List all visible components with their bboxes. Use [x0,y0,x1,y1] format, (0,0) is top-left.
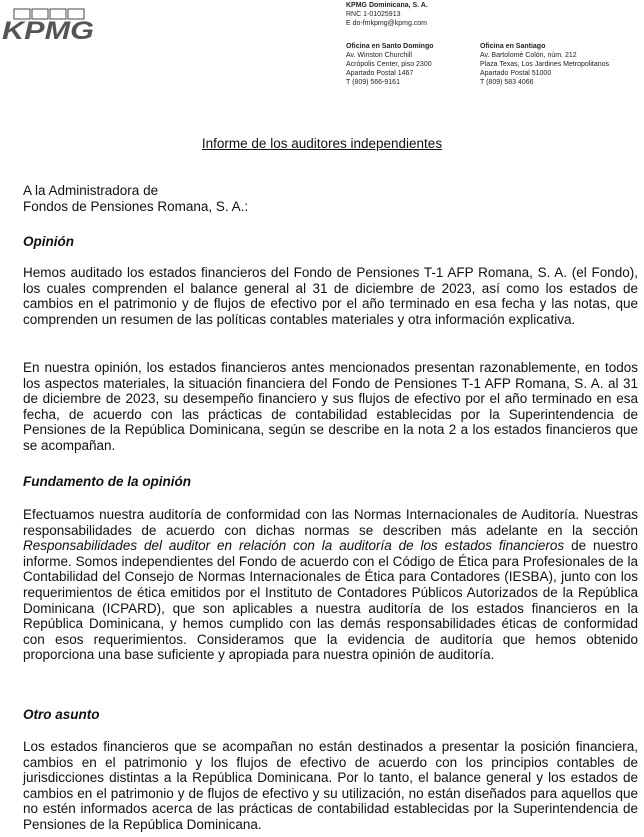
office-sd-line: Apartado Postal 1467 [346,70,414,77]
heading-fundamento: Fundamento de la opinión [23,474,191,489]
office-st-phone: T (809) 583 4066 [480,79,534,86]
addressee-line: A la Administradora de [23,183,159,198]
paragraph-otro-asunto: Los estados financieros que se acompañan no están destinados a presentar la posición financiera, cambios en el patrimonio y los flujos de efectivo de acuerdo con los principios contables de jurisdicciones distintas a la República Dominicana. Por lo tanto, el balance general y los estados de cambios en el patrimonio y de flujos de efectivo y su utilización, no están diseñados para aquellos que no estén informados acerca de las prácticas de contabilidad establecidas por la Superintendencia de Pensiones de la República Dominicana. [23,739,638,832]
kpmg-logo [0,8,98,42]
office-sd-line: Av. Winston Churchill [346,52,412,59]
addressee [23,183,638,214]
logo-text: KPMG [2,17,94,42]
company-name: KPMG Dominicana, S. A. [346,2,428,9]
paragraph-opinion-2: En nuestra opinión, los estados financieros antes mencionados presentan razonablemente, en todos los aspectos materiales, la situación financiera del Fondo de Pensiones T-1 AFP Romana, S. A. al 31 de diciembre de 2023, su desempeño financiero y sus flujos de efectivo por el año terminado en esa fecha, de acuerdo con las prácticas de contabilidad establecidas por la Superintendencia de Pensiones de la República Dominicana, según se describe en la nota 2 a los estados financieros que se acompañan. [23,360,638,453]
company-rnc: RNC 1-01025913 [346,11,401,18]
office-st-title: Oficina en Santiago [480,43,546,50]
report-title-wrap [0,135,644,153]
office-st-line: Av. Bartolomé Colón, núm. 212 [480,52,577,59]
fundamento-text-italic: Responsabilidades del auditor en relación con la auditoría de los estados financieros [23,538,565,554]
company-email[interactable]: E do-fmkpmg@kpmg.com [346,20,428,27]
office-sd-title: Oficina en Santo Domingo [346,43,434,50]
paragraph-opinion-1: Hemos auditado los estados financieros del Fondo de Pensiones T-1 AFP Romana, S. A. (el Fondo), los cuales comprenden el balance general al 31 de diciembre de 2023, así como los estados de cambios en el patrimonio y de flujos de efectivo por el año terminado en esa fecha y las notas, que comprenden un resumen de las políticas contables materiales y otra información explicativa. [23,265,638,327]
heading-opinion: Opinión [23,234,74,249]
kpmg-logo-graphic [0,8,98,42]
office-sd-line: Acrópolis Center, piso 2300 [346,61,432,68]
office-sd-phone: T (809) 566-9161 [346,79,400,86]
report-title: Informe de los auditores independientes [201,136,443,151]
company-contact [346,1,428,28]
office-santiago [480,42,609,87]
fundamento-text-b: de nuestro informe. Somos independientes del Fondo de acuerdo con el Código de Ética para Profesionales de la Contabilidad del Consejo de Normas Internacionales de Ética para Contadores (IESBA), junto con los requerimientos de ética emitidos por el Instituto de Contadores Públicos Autorizados de la República Dominicana (ICPARD), que son aplicables a nuestra auditoría de los estados financieros en la República Dominicana, y hemos cumplido con las demás responsabilidades éticas de conformidad con esos requerimientos. Consideramos que la evidencia de auditoría que hemos obtenido proporciona una base suficiente y apropiada para nuestra opinión de auditoría. [23,538,639,663]
paragraph-fundamento [23,507,638,663]
heading-otro-asunto: Otro asunto [23,707,100,722]
office-st-line: Apartado Postal 51000 [480,70,552,77]
office-st-line: Plaza Texas, Los Jardines Metropolitanos [480,61,610,68]
office-santo-domingo [346,42,434,87]
addressee-line: Fondos de Pensiones Romana, S. A.: [23,198,249,214]
fundamento-text-a: Efectuamos nuestra auditoría de conformidad con las Normas Internacionales de Auditoría. Nuestras responsabilidades de acuerdo con dichas normas se describen más adelante en la sección [23,507,638,538]
